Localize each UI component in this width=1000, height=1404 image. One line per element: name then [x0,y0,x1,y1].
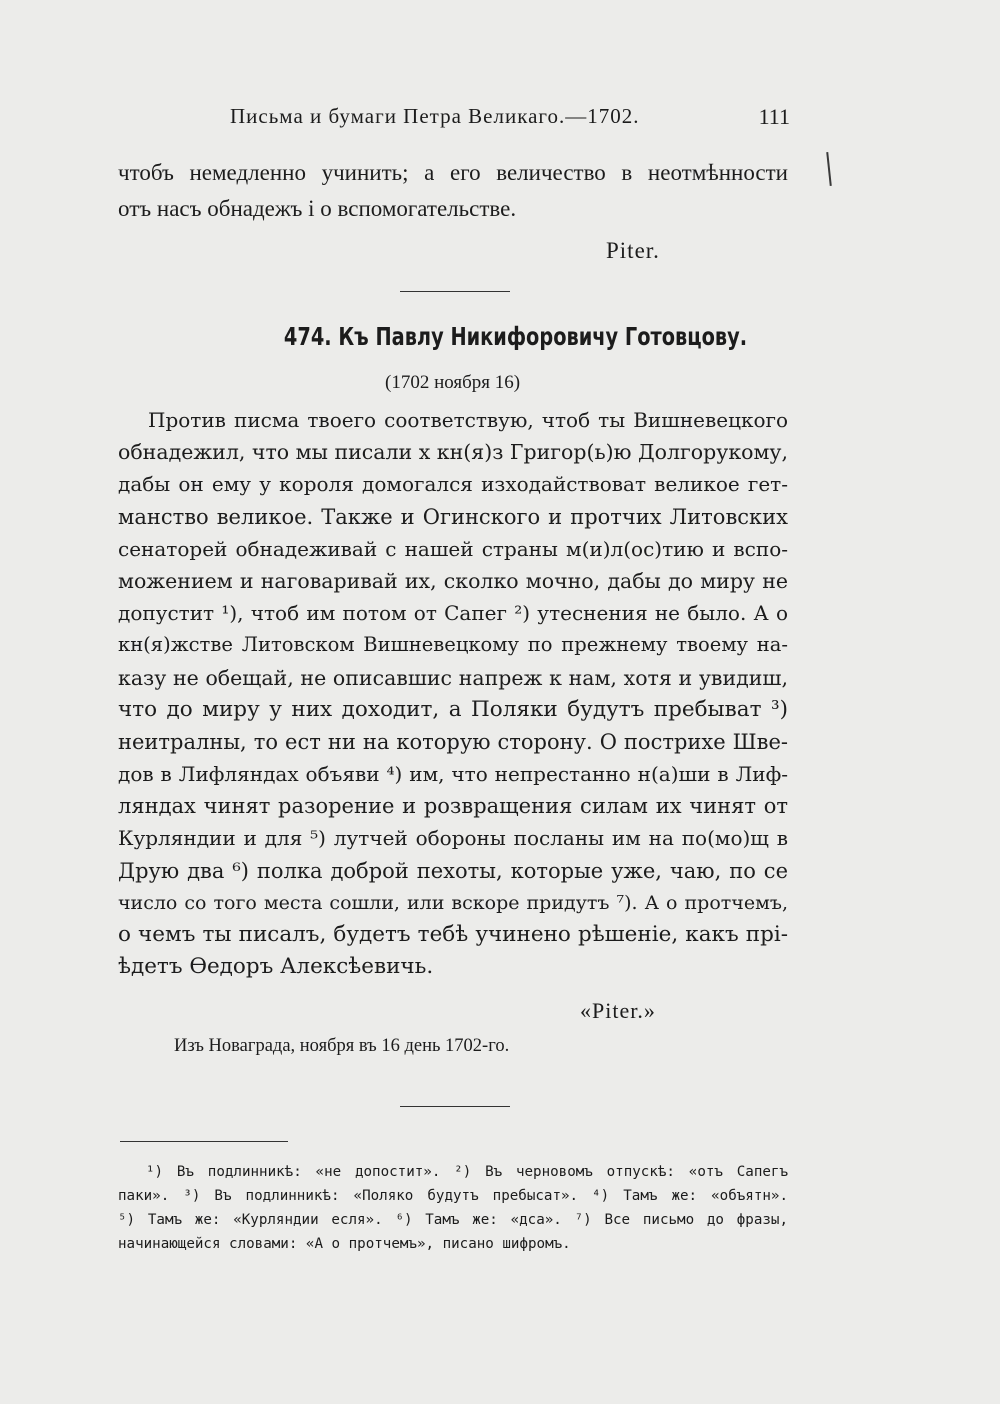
text-line: манство великое. Также и Огинского и протчих Литовских [118,504,788,529]
letter-body [118,404,788,983]
letter-signature: «Piter.» [580,998,656,1023]
section-divider [400,1106,510,1107]
footnote-line: ¹) Въ подлинникѣ: «не допостит». ²) Въ черновомъ отпускѣ: «отъ Сапегъ [146,1164,788,1180]
text-line: чтобъ немедленно учинить; а его величество в неотмѣнности [118,160,788,185]
text-line: казу не обещай, не описавшис напреж к нам, хотя и увидиш, [118,665,788,690]
page-number: 111 [758,104,790,129]
text-line: о чемъ ты писалъ, будетъ тебѣ учинено рѣшеніе, какъ прі- [118,922,788,947]
text-line: сенаторей обнадеживай с нашей страны м(и)л(ос)тию и вспо- [118,536,788,561]
previous-letter-signature: Piter. [606,238,660,263]
text-line: кн(я)жстве Литовском Вишневецкому по прежнему твоему на- [118,633,788,657]
text-line: допустит ¹), чтоб им потом от Сапег ²) утеснения не было. А о [118,601,788,626]
text-line: неитралны, то ест ни на которую сторону. О пострихе Шве- [118,729,788,754]
text-line: Против писма твоего соответствую, чтоб ты Вишневецкого [148,408,788,432]
running-header-title: Письма и бумаги Петра Великаго.—1702. [230,104,640,128]
text-line: Друю два ⁶) полка доброй пехоты, которые уже, чаю, по се [118,858,788,883]
text-line: ляндах чинят разорение и розвращения силам их чинят от [118,794,788,819]
text-line: ѣдетъ Өедоръ Алексѣевичь. [118,954,434,980]
text-line: обнадежил, что мы писали х кн(я)з Григор(ь)ю Долгорукому, [118,440,788,465]
margin-pencil-mark [826,152,832,186]
running-header [220,104,790,136]
previous-letter-ending [118,155,788,227]
section-divider [400,291,510,292]
footnote-rule [120,1141,288,1142]
footnotes [118,1160,788,1256]
footnote-line: начинающейся словами: «А о протчемъ», писано шифромъ. [118,1236,571,1252]
text-line: дабы он ему у короля домогался изходайствоват великое гет- [118,472,788,497]
text-line: отъ насъ обнадежъ і о вспомогательстве. [118,196,517,221]
text-line: что до миру у них доходит, а Поляки будутъ пребыват ³) [118,696,788,722]
letter-place-date: Изъ Новаграда, ноября въ 16 день 1702-го. [174,1036,510,1056]
footnote-line: паки». ³) Въ подлинникѣ: «Поляко будутъ пребысат». ⁴) Тамъ же: «объятн». [118,1188,788,1204]
text-line: дов в Лифляндах объяви ⁴) им, что непрестанно н(а)ши в Лиф- [118,762,788,787]
text-line: Курляндии и для ⁵) лутчей обороны посланы им на по(мо)щ в [118,826,788,851]
letter-heading: 474. Къ Павлу Никифоровичу Готовцову. [283,322,748,351]
text-line: можением и наговаривай их, сколко мочно, дабы до миру не [118,568,788,593]
letter-date: (1702 ноября 16) [385,372,521,393]
text-line: число со того места сошли, или вскоре придутъ ⁷). А о протчемъ, [118,891,788,914]
footnote-line: ⁵) Тамъ же: «Курляндии есля». ⁶) Тамъ же: «дса». ⁷) Все письмо до фразы, [118,1212,788,1228]
